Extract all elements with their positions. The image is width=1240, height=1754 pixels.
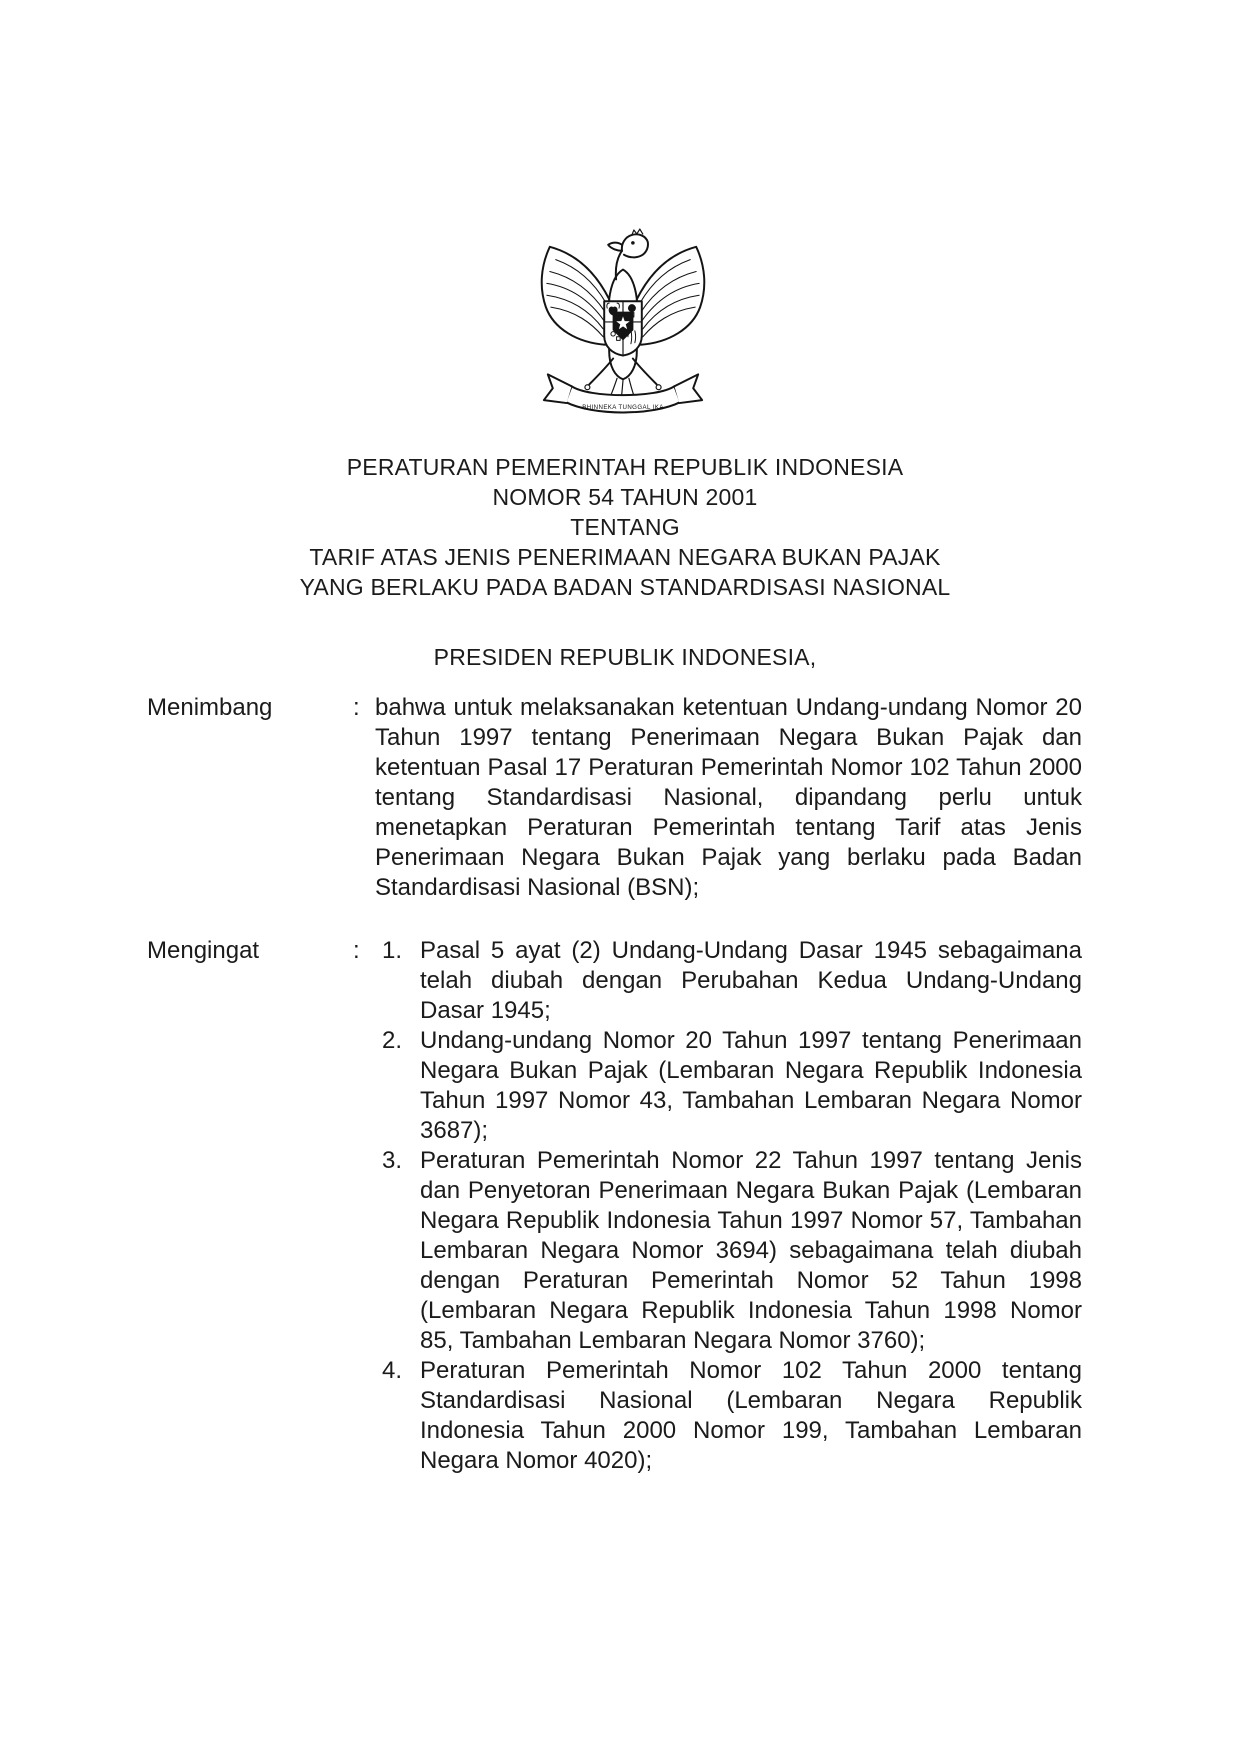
mengingat-label: Mengingat bbox=[147, 937, 260, 964]
legal-item-number: 4. bbox=[382, 1357, 403, 1384]
legal-item-number: 3. bbox=[382, 1147, 403, 1174]
title-line-tentang: TENTANG bbox=[570, 514, 680, 540]
legal-item-number: 2. bbox=[382, 1027, 403, 1054]
menimbang-label: Menimbang bbox=[147, 694, 273, 721]
legal-basis-item bbox=[375, 936, 1082, 1026]
title-line-subject-1: TARIF ATAS JENIS PENERIMAAN NEGARA BUKAN PAJAK bbox=[309, 544, 941, 570]
legal-item-text: Peraturan Pemerintah Nomor 22 Tahun 1997 tentang Jenis dan Penyetoran Penerimaan Negara Bukan Pajak (Lembaran Negara Republik Indonesia Tahun 1997 Nomor 57, Tambahan Lembaran Negara Nomor 3694) sebagaimana telah diubah dengan Peraturan Pemerintah Nomor 52 Tahun 1998 (Lembaran Negara Republik Indonesia Tahun 1998 Nomor 85, Tambahan Lembaran Negara Nomor 3760); bbox=[420, 1147, 1082, 1354]
menimbang-content bbox=[375, 693, 1082, 903]
legal-basis-item bbox=[375, 1146, 1082, 1356]
title-line-subject-2: YANG BERLAKU PADA BADAN STANDARDISASI NASIONAL bbox=[299, 574, 951, 600]
legal-item-text: Peraturan Pemerintah Nomor 102 Tahun 2000 tentang Standardisasi Nasional (Lembaran Negara Republik Indonesia Tahun 2000 Nomor 199, Tambahan Lembaran Negara Nomor 4020); bbox=[420, 1357, 1082, 1474]
emblem-ribbon-text: BHINNEKA TUNGGAL IKA bbox=[582, 403, 664, 411]
document-title-block bbox=[0, 452, 1240, 602]
mengingat-content bbox=[375, 936, 1082, 1476]
section-menimbang bbox=[147, 693, 1082, 903]
legal-basis-item bbox=[375, 1356, 1082, 1476]
legal-basis-item bbox=[375, 1026, 1082, 1146]
menimbang-colon: : bbox=[353, 694, 360, 721]
legal-item-text: Pasal 5 ayat (2) Undang-Undang Dasar 1945 sebagaimana telah diubah dengan Perubahan Kedua Undang-Undang Dasar 1945; bbox=[420, 937, 1082, 1024]
legal-item-number: 1. bbox=[382, 937, 403, 964]
document-body bbox=[147, 693, 1082, 1476]
section-mengingat bbox=[147, 936, 1082, 1476]
mengingat-colon: : bbox=[353, 937, 360, 964]
issuing-authority-line: PRESIDEN REPUBLIK INDONESIA, bbox=[433, 644, 817, 670]
legal-item-text: Undang-undang Nomor 20 Tahun 1997 tentang Penerimaan Negara Bukan Pajak (Lembaran Negara Republik Indonesia Tahun 1997 Nomor 43, Tambahan Lembaran Negara Nomor 3687); bbox=[420, 1027, 1082, 1144]
garuda-pancasila-emblem bbox=[0, 220, 1240, 418]
garuda-pancasila-icon bbox=[534, 220, 712, 418]
title-line-number: NOMOR 54 TAHUN 2001 bbox=[492, 484, 758, 510]
menimbang-paragraph: bahwa untuk melaksanakan ketentuan Undang-undang Nomor 20 Tahun 1997 tentang Penerimaan Negara Bukan Pajak dan ketentuan Pasal 17 Peraturan Pemerintah Nomor 102 Tahun 2000 tentang Standardisasi Nasional, dipandang perlu untuk menetapkan Peraturan Pemerintah tentang Tarif atas Jenis Penerimaan Negara Bukan Pajak yang berlaku pada Badan Standardisasi Nasional (BSN); bbox=[375, 694, 1082, 901]
title-line-regulation: PERATURAN PEMERINTAH REPUBLIK INDONESIA bbox=[346, 454, 904, 480]
